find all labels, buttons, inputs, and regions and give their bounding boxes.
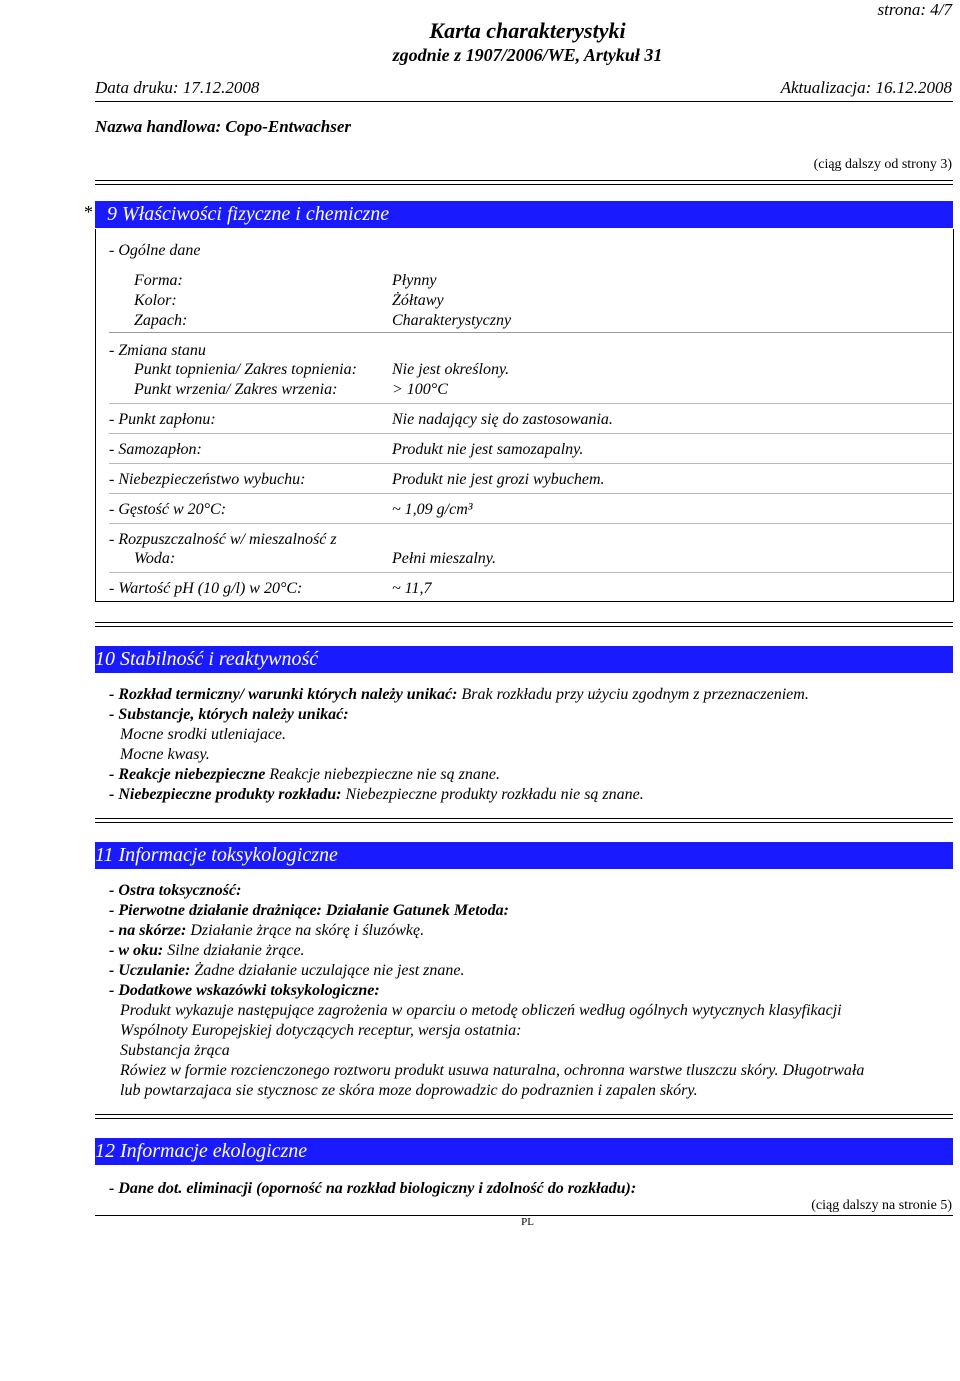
- skin-value: Działanie żrące na skórę i śluzówkę.: [190, 922, 425, 939]
- divider: [109, 433, 952, 434]
- self-ignition-label: - Samozapłon:: [109, 441, 202, 458]
- sensitisation-label: - Uczulanie:: [109, 962, 191, 979]
- density-label: - Gęstość w 20°C:: [109, 501, 227, 518]
- melting-value: Nie jest określony.: [392, 361, 510, 378]
- state-change-label: - Zmiana stanu: [109, 342, 206, 359]
- divider: [95, 180, 953, 181]
- boiling-value: > 100°C: [392, 381, 448, 398]
- divider: [95, 626, 953, 627]
- explosion-label: - Niebezpieczeństwo wybuchu:: [109, 471, 306, 488]
- divider: [109, 332, 952, 333]
- continued-from: (ciąg dalszy od strony 3): [813, 157, 952, 172]
- ph-label: - Wartość pH (10 g/l) w 20°C:: [109, 580, 303, 597]
- additional-tox-text: Produkt wykazuje następujące zagrożenia w oparciu o metodę obliczeń według ogólnych wytycznych klasyfikacji: [120, 1002, 842, 1019]
- divider: [109, 493, 952, 494]
- divider: [95, 622, 953, 623]
- divider: [109, 523, 952, 524]
- water-label: Woda:: [134, 550, 176, 567]
- melting-label: Punkt topnienia/ Zakres topnienia:: [134, 361, 357, 378]
- decomp-label: - Rozkład termiczny/ warunki których należy unikać:: [109, 686, 458, 703]
- divider: [95, 184, 953, 185]
- continued-on: (ciąg dalszy na stronie 5): [811, 1198, 952, 1213]
- density-value: ~ 1,09 g/cm³: [392, 501, 473, 518]
- trade-name: Nazwa handlowa: Copo-Entwachser: [95, 117, 351, 136]
- primary-irritation-label: - Pierwotne działanie drażniące: Działanie Gatunek Metoda:: [109, 902, 509, 919]
- section-12-header: [95, 1138, 953, 1165]
- self-ignition-value: Produkt nie jest samozapalny.: [392, 441, 584, 458]
- section-12-title: 12 Informacje ekologiczne: [95, 1140, 308, 1162]
- eye-label: - w oku:: [109, 942, 164, 959]
- divider: [95, 818, 953, 819]
- decomp-value: Brak rozkładu przy użyciu zgodnym z przeznaczeniem.: [461, 686, 809, 703]
- update-date: Aktualizacja: 16.12.2008: [780, 78, 952, 97]
- document-subtitle: zgodnie z 1907/2006/WE, Artykuł 31: [392, 45, 663, 65]
- section-11-header: [95, 842, 953, 869]
- forma-value: Płynny: [392, 272, 437, 289]
- flash-point-value: Nie nadający się do zastosowania.: [392, 411, 613, 428]
- kolor-label: Kolor:: [134, 292, 177, 309]
- general-data-label: - Ogólne dane: [109, 242, 201, 259]
- section-11-title: 11 Informacje toksykologiczne: [95, 844, 338, 866]
- divider: [95, 822, 953, 823]
- forma-label: Forma:: [134, 272, 183, 289]
- page-number: strona: 4/7: [877, 0, 952, 19]
- reactions-label: - Reakcje niebezpieczne: [109, 766, 266, 783]
- acute-toxicity-label: - Ostra toksyczność:: [109, 882, 242, 899]
- document-title: Karta charakterystyki: [429, 18, 626, 43]
- avoid-label: - Substancje, których należy unikać:: [109, 706, 349, 723]
- divider: [109, 572, 952, 573]
- divider: [95, 1118, 953, 1119]
- section-9-title: 9 Właściwości fizyczne i chemiczne: [107, 203, 390, 225]
- decomp-products-value: Niebezpieczne produkty rozkładu nie są znane.: [345, 786, 644, 803]
- kolor-value: Żółtawy: [392, 292, 444, 309]
- avoid-item: Mocne srodki utleniajace.: [120, 726, 287, 743]
- section-10-header: [95, 646, 953, 673]
- eye-value: Silne działanie żrące.: [167, 942, 305, 959]
- section-9-header: [95, 201, 953, 228]
- water-value: Pełni mieszalny.: [392, 550, 496, 567]
- additional-tox-label: - Dodatkowe wskazówki toksykologiczne:: [109, 982, 380, 999]
- elimination-label: - Dane dot. eliminacji (oporność na rozkład biologiczny i zdolność do rozkładu):: [109, 1180, 637, 1197]
- header-divider: [95, 101, 953, 102]
- sensitisation-value: Żadne działanie uczulające nie jest znane.: [194, 962, 465, 979]
- changed-marker: *: [84, 202, 93, 222]
- print-date: Data druku: 17.12.2008: [95, 78, 260, 97]
- boiling-label: Punkt wrzenia/ Zakres wrzenia:: [134, 381, 338, 398]
- zapach-value: Charakterystyczny: [392, 312, 512, 329]
- additional-tox-text: Wspólnoty Europejskiej dotyczących receptur, wersja ostatnia:: [120, 1022, 522, 1039]
- zapach-label: Zapach:: [134, 312, 188, 329]
- additional-tox-text: lub powtarzajaca sie stycznosc ze skóra moze doprowadzic do podraznien i zapalen skóry.: [120, 1082, 698, 1099]
- divider: [109, 403, 952, 404]
- divider: [109, 463, 952, 464]
- flash-point-label: - Punkt zapłonu:: [109, 411, 216, 428]
- section-10-title: 10 Stabilność i reaktywność: [95, 648, 319, 670]
- reactions-value: Reakcje niebezpieczne nie są znane.: [269, 766, 500, 783]
- language-code: PL: [521, 1216, 534, 1228]
- avoid-item: Mocne kwasy.: [120, 746, 210, 763]
- skin-label: - na skórze:: [109, 922, 187, 939]
- divider: [95, 1114, 953, 1115]
- solubility-label: - Rozpuszczalność w/ mieszalność z: [109, 531, 337, 548]
- additional-tox-text: Rówiez w formie rozcienczonego roztworu produkt usuwa naturalna, ochronna warstwe tluszczu skóry. Długotrwała: [120, 1062, 865, 1079]
- decomp-products-label: - Niebezpieczne produkty rozkładu:: [109, 786, 342, 803]
- ph-value: ~ 11,7: [392, 580, 432, 597]
- explosion-value: Produkt nie jest grozi wybuchem.: [392, 471, 605, 488]
- additional-tox-text: Substancja żrąca: [120, 1042, 230, 1059]
